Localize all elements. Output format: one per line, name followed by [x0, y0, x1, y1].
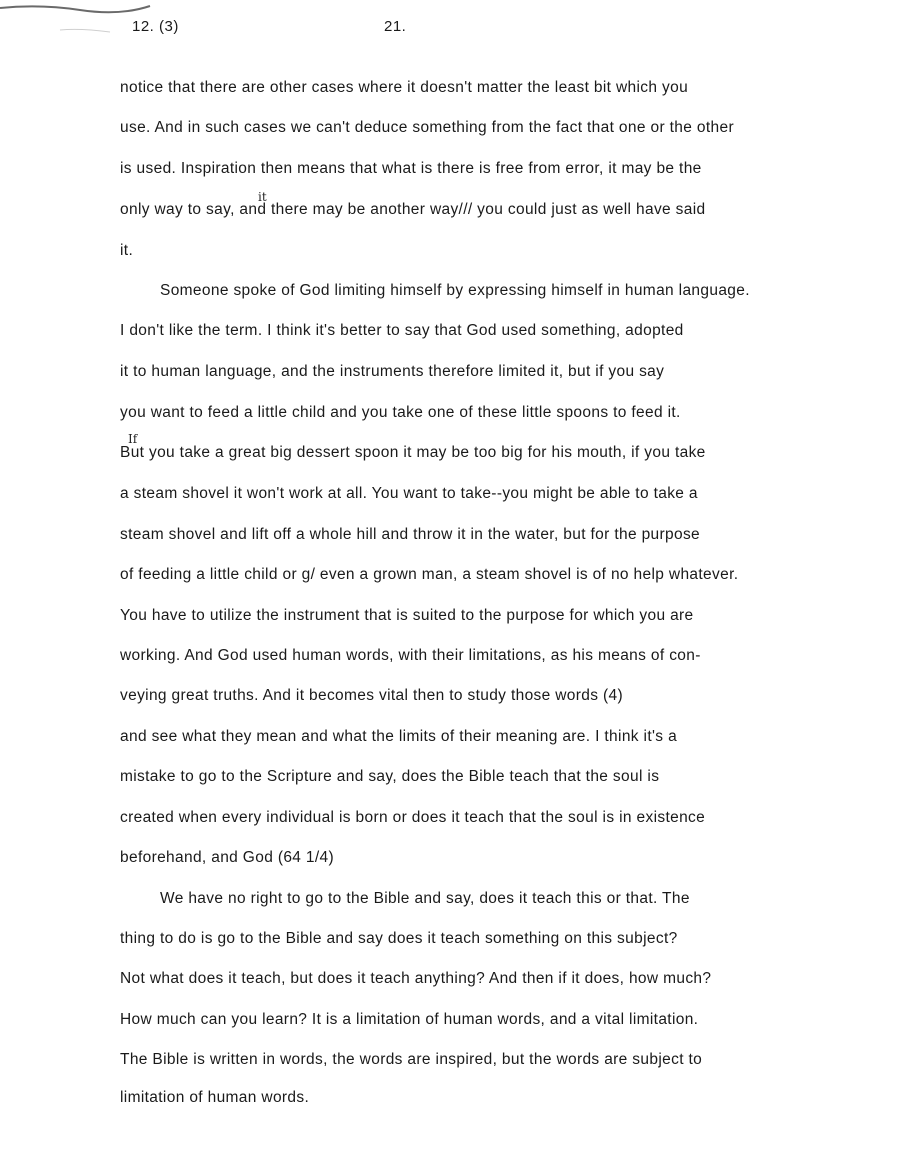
text-line: only way to say, and there may be another way/// you could just as well have said	[120, 201, 706, 218]
text-line: Not what does it teach, but does it teach anything? And then if it does, how much?	[120, 970, 712, 987]
text-line: it.	[120, 242, 134, 259]
handwritten-insert-it: it	[258, 190, 267, 204]
section-marker: 12. (3)	[132, 18, 179, 35]
text-line: mistake to go to the Scripture and say, does the Bible teach that the soul is	[120, 768, 660, 785]
page-number: 21.	[384, 18, 407, 35]
text-line: you want to feed a little child and you take one of these little spoons to feed it.	[120, 404, 681, 421]
text-line: use. And in such cases we can't deduce something from the fact that one or the other	[120, 119, 734, 136]
text-line: limitation of human words.	[120, 1089, 310, 1106]
text-line: is used. Inspiration then means that what is there is free from error, it may be the	[120, 160, 702, 177]
text-line: veying great truths. And it becomes vital then to study those words (4)	[120, 687, 624, 704]
text-line: and see what they mean and what the limits of their meaning are. I think it's a	[120, 728, 678, 745]
text-line: But you take a great big dessert spoon it may be too big for his mouth, if you take	[120, 444, 706, 461]
text-line: a steam shovel it won't work at all. You want to take--you might be able to take a	[120, 485, 698, 502]
paragraph-start-line: We have no right to go to the Bible and say, does it teach this or that. The	[160, 890, 690, 907]
text-line: created when every individual is born or does it teach that the soul is in existence	[120, 809, 706, 826]
text-line: How much can you learn? It is a limitation of human words, and a vital limitation.	[120, 1011, 699, 1028]
text-line: working. And God used human words, with their limitations, as his means of con-	[120, 647, 701, 664]
text-line: beforehand, and God (64 1/4)	[120, 849, 335, 866]
text-line: steam shovel and lift off a whole hill and throw it in the water, but for the purpose	[120, 526, 701, 543]
text-line: it to human language, and the instruments therefore limited it, but if you say	[120, 363, 665, 380]
text-line: The Bible is written in words, the words are inspired, but the words are subject to	[120, 1051, 703, 1068]
paragraph-start-line: Someone spoke of God limiting himself by expressing himself in human language.	[160, 282, 750, 299]
text-line: I don't like the term. I think it's better to say that God used something, adopted	[120, 322, 684, 339]
text-line: notice that there are other cases where it doesn't matter the least bit which you	[120, 79, 689, 96]
text-line: You have to utilize the instrument that is suited to the purpose for which you are	[120, 607, 694, 624]
handwritten-insert-if: If	[128, 432, 138, 446]
text-line: of feeding a little child or g/ even a grown man, a steam shovel is of no help whatever.	[120, 566, 739, 583]
text-line: thing to do is go to the Bible and say does it teach something on this subject?	[120, 930, 678, 947]
